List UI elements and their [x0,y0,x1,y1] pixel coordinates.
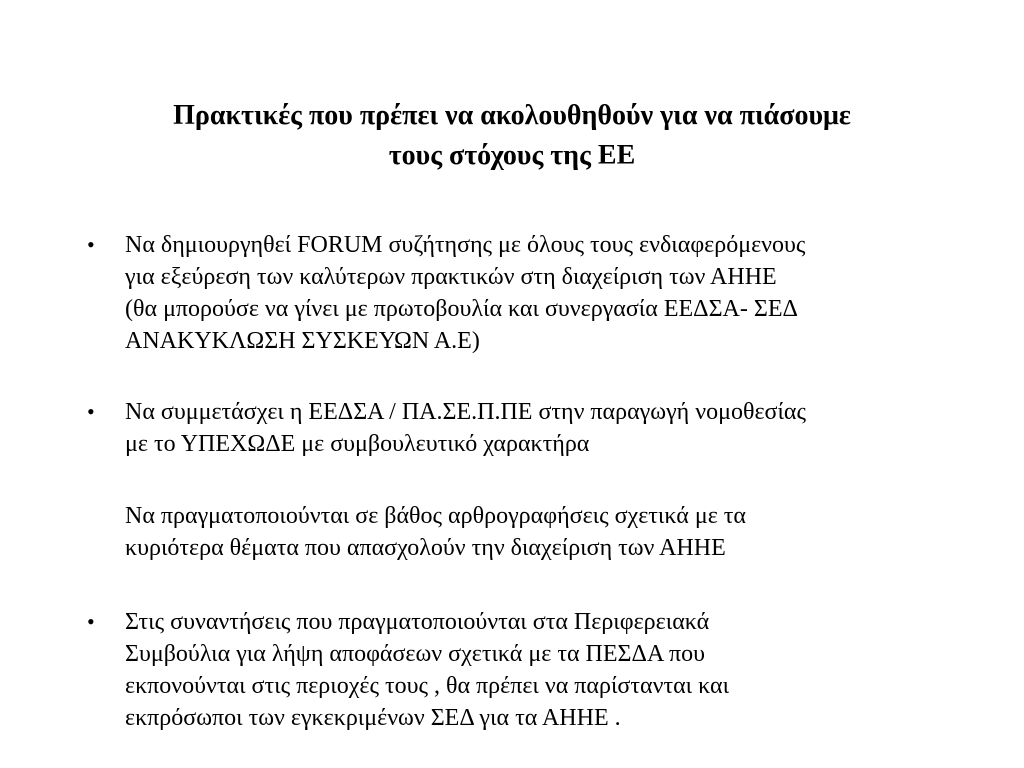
paragraph-line: (θα μπορούσε να γίνει με πρωτοβουλία και συνεργασία ΕΕΔΣΑ- ΣΕΔ [125,296,798,322]
slide-title-line: τους στόχους της ΕΕ [388,140,636,171]
slide-title [80,96,944,176]
paragraph-line: κυριότερα θέματα που απασχολούν την διαχείριση των ΑΗΗΕ [125,535,726,561]
paragraph-line: για εξεύρεση των καλύτερων πρακτικών στη διαχείριση των ΑΗΗΕ [125,264,777,290]
paragraph-line: Στις συναντήσεις που πραγματοποιούνται στα Περιφερειακά [125,609,710,635]
bullet-paragraph-legislation [0,396,1024,460]
paragraph-line: Να δημιουργηθεί FORUM συζήτησης με όλους τους ενδιαφερόμενους [125,232,806,258]
paragraph-line: εκπονούνται στις περιοχές τους , θα πρέπει να παρίστανται και [125,673,730,699]
paragraph-line: με το ΥΠΕΧΩΔΕ με συμβουλευτικό χαρακτήρα [125,431,590,457]
paragraph-line: Συμβούλια για λήψη αποφάσεων σχετικά με τα ΠΕΣΔΑ που [125,641,705,667]
bullet-paragraph-regional-councils [0,606,1024,734]
bullet-marker: • [87,232,95,257]
bullet-paragraph-forum [0,229,1024,357]
paragraph-line: Να πραγματοποιούνται σε βάθος αρθρογραφήσεις σχετικά με τα [125,503,746,529]
bullet-marker: • [87,609,95,634]
paragraph-articles [0,500,1024,564]
paragraph-line: ΑΝΑΚΥΚΛΩΣΗ ΣΥΣΚΕΥΩΝ Α.Ε) [125,328,480,354]
slide-title-line: Πρακτικές που πρέπει να ακολουθηθούν για να πιάσουμε [173,100,851,131]
paragraph-line: εκπρόσωποι των εγκεκριμένων ΣΕΔ για τα ΑΗΗΕ . [125,705,621,731]
bullet-marker: • [87,399,95,424]
paragraph-line: Να συμμετάσχει η ΕΕΔΣΑ / ΠΑ.ΣΕ.Π.ΠΕ στην παραγωγή νομοθεσίας [125,399,806,425]
